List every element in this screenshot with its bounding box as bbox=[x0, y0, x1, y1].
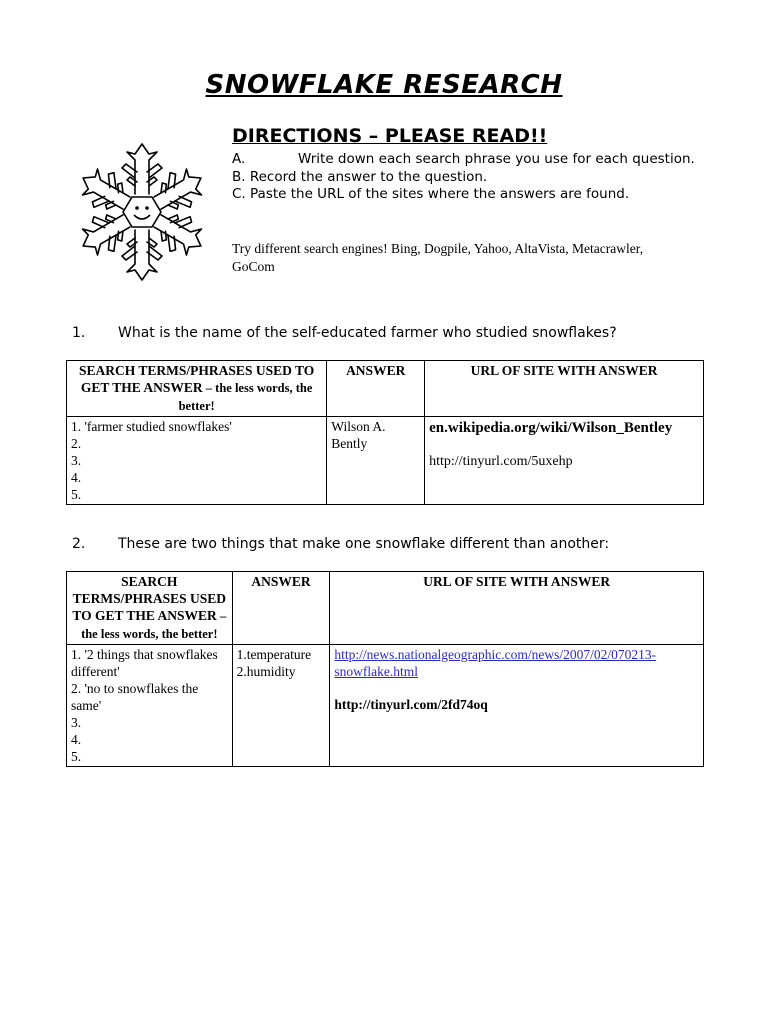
answer-line: 2.humidity bbox=[236, 664, 296, 679]
page-title: SNOWFLAKE RESEARCH bbox=[205, 70, 563, 100]
snowflake-smiley-icon bbox=[64, 138, 220, 286]
direction-c: C. Paste the URL of the sites where the answers are found. bbox=[232, 186, 630, 202]
url-header: URL OF SITE WITH ANSWER bbox=[330, 572, 704, 645]
direction-b: B. Record the answer to the question. bbox=[232, 168, 488, 185]
search-terms-header: SEARCH TERMS/PHRASES USED TO GET THE ANSWER – the less words, the better! bbox=[67, 361, 327, 417]
search-terms-cell bbox=[67, 417, 327, 505]
table-row bbox=[67, 645, 704, 767]
answer-cell: Wilson A. Bently bbox=[327, 417, 425, 505]
url-tinyurl: http://tinyurl.com/5uxehp bbox=[429, 454, 573, 469]
answer-header: ANSWER bbox=[327, 361, 425, 417]
search-term-line: 2. bbox=[71, 436, 82, 451]
directions-heading: DIRECTIONS – PLEASE READ!! bbox=[232, 125, 548, 147]
search-term-line: 3. bbox=[71, 453, 82, 468]
search-term-line: 5. bbox=[71, 749, 82, 764]
search-term-line: 3. bbox=[71, 715, 82, 730]
table-header-row bbox=[67, 361, 704, 417]
url-cell bbox=[425, 417, 704, 505]
search-term-line: 1. '2 things that snowflakes different' bbox=[71, 647, 218, 679]
research-table-2 bbox=[66, 571, 704, 767]
search-term-line: 1. 'farmer studied snowflakes' bbox=[71, 419, 232, 434]
question-1: 1. What is the name of the self-educated farmer who studied snowflakes? bbox=[72, 325, 617, 341]
answer-cell bbox=[232, 645, 330, 767]
answer-header: ANSWER bbox=[232, 572, 330, 645]
search-term-line: 2. 'no to snowflakes the same' bbox=[71, 681, 199, 713]
research-table-1 bbox=[66, 360, 704, 505]
table-header-row bbox=[67, 572, 704, 645]
search-engines-note: Try different search engines! Bing, Dogpile, Yahoo, AltaVista, Metacrawler, GoCom bbox=[232, 241, 644, 274]
search-term-line: 4. bbox=[71, 470, 82, 485]
table-row bbox=[67, 417, 704, 505]
url-header: URL OF SITE WITH ANSWER bbox=[425, 361, 704, 417]
url-tinyurl: http://tinyurl.com/2fd74oq bbox=[334, 697, 488, 712]
search-terms-header: SEARCH TERMS/PHRASES USED TO GET THE ANSWER – the less words, the better! bbox=[67, 572, 233, 645]
directions-list bbox=[232, 151, 702, 204]
url-national-geographic-link[interactable]: http://news.nationalgeographic.com/news/2007/02/070213-snowflake.html bbox=[334, 647, 657, 679]
url-wikipedia: en.wikipedia.org/wiki/Wilson_Bentley bbox=[429, 420, 673, 436]
search-term-line: 5. bbox=[71, 487, 82, 502]
answer-line: 1.temperature bbox=[236, 647, 312, 662]
direction-a: A. Write down each search phrase you use for each question. bbox=[232, 151, 695, 167]
question-2: 2. These are two things that make one snowflake different than another: bbox=[72, 536, 610, 552]
search-terms-cell bbox=[67, 645, 233, 767]
url-cell bbox=[330, 645, 704, 767]
search-term-line: 4. bbox=[71, 732, 82, 747]
